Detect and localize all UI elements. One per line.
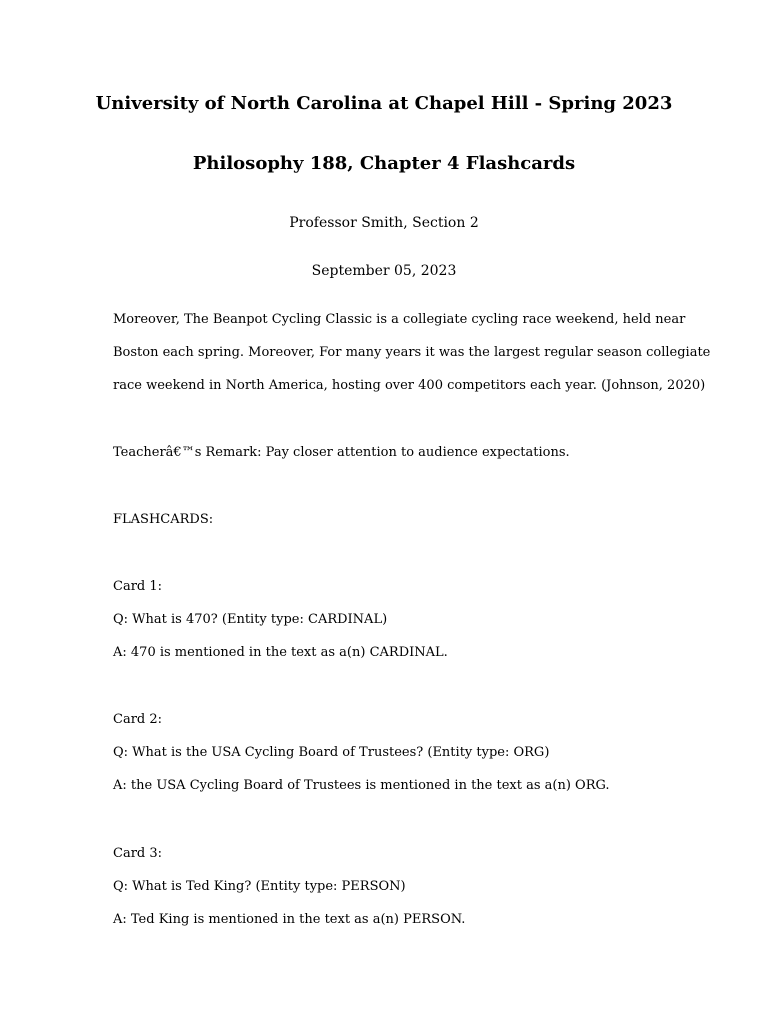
paragraph-line-1: Moreover, The Beanpot Cycling Classic is a collegiate cycling race weekend, held near xyxy=(113,312,686,327)
card-question: Q: What is the USA Cycling Board of Trustees? (Entity type: ORG) xyxy=(113,745,550,760)
card-answer: A: Ted King is mentioned in the text as a(n) PERSON. xyxy=(113,912,466,927)
document-title: University of North Carolina at Chapel Hill - Spring 2023 xyxy=(95,93,673,114)
teacher-remark: Teacherâ€™s Remark: Pay closer attention to audience expectations. xyxy=(113,445,570,460)
date-line: September 05, 2023 xyxy=(311,263,457,279)
card-label: Card 2: xyxy=(113,712,163,727)
paragraph-line-2: Boston each spring. Moreover, For many years it was the largest regular season collegiate xyxy=(113,345,711,360)
card-label: Card 3: xyxy=(113,846,163,861)
card-answer: A: the USA Cycling Board of Trustees is mentioned in the text as a(n) ORG. xyxy=(113,778,610,793)
card-question: Q: What is 470? (Entity type: CARDINAL) xyxy=(113,612,388,627)
paragraph-line-3: race weekend in North America, hosting over 400 competitors each year. (Johnson, 2020) xyxy=(113,378,706,393)
card-label: Card 1: xyxy=(113,579,163,594)
instructor-line: Professor Smith, Section 2 xyxy=(289,215,479,231)
card-question: Q: What is Ted King? (Entity type: PERSON) xyxy=(113,879,406,894)
card-answer: A: 470 is mentioned in the text as a(n) CARDINAL. xyxy=(113,645,448,660)
flashcards-heading: FLASHCARDS: xyxy=(113,512,214,527)
document-subtitle: Philosophy 188, Chapter 4 Flashcards xyxy=(192,153,576,174)
